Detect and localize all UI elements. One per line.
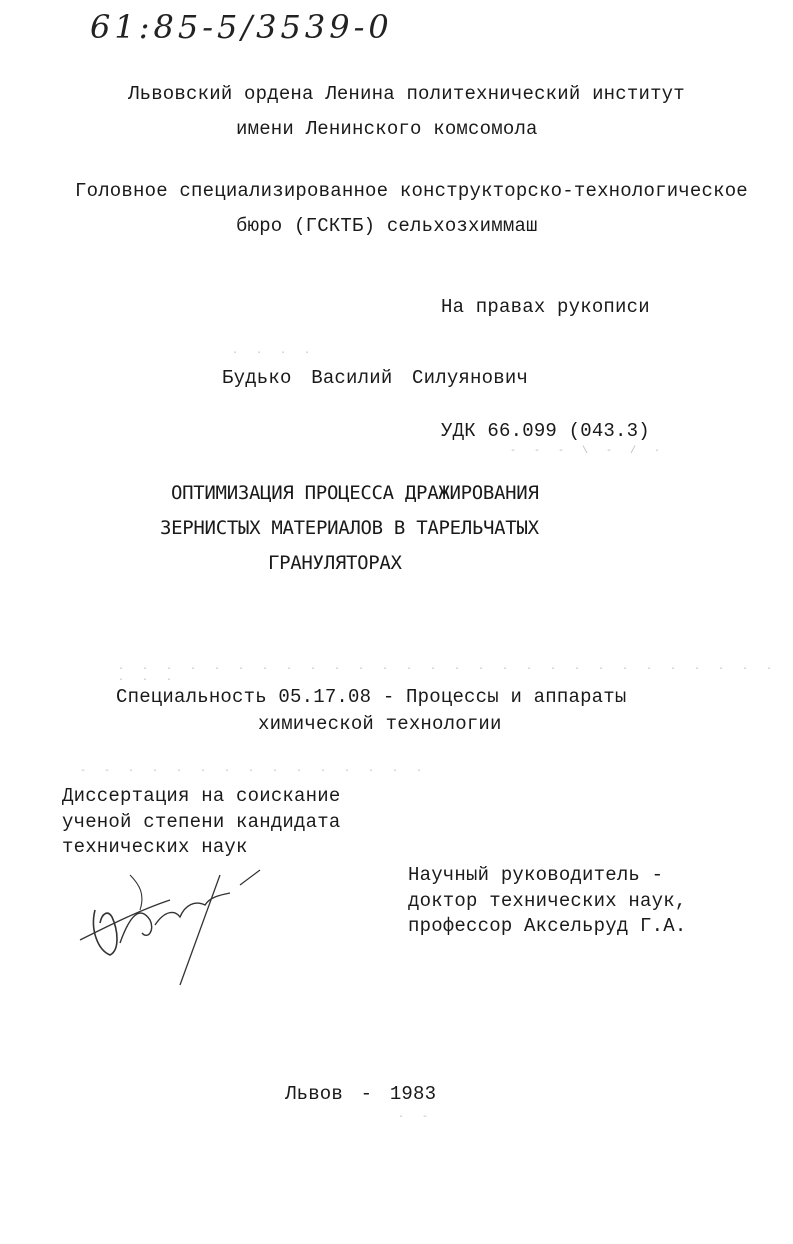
title-line-1: ОПТИМИЗАЦИЯ ПРОЦЕССА ДРАЖИРОВАНИЯ [171, 482, 539, 504]
title-line-3: ГРАНУЛЯТОРАХ [268, 552, 402, 574]
scan-speck: - - · · · · · · · · · · · · · [80, 766, 429, 777]
supervisor-line-3: профессор Аксельруд Г.А. [408, 915, 687, 937]
signature-icon [70, 855, 270, 990]
scan-speck: · - [398, 1112, 435, 1123]
scan-speck: - - - \ - / · [510, 446, 667, 457]
title-line-2: ЗЕРНИСТЫХ МАТЕРИАЛОВ В ТАРЕЛЬЧАТЫХ [160, 517, 539, 539]
bureau-line-1: Головное специализированное конструкторско-технологическое [75, 180, 748, 202]
institute-line-1: Львовский ордена Ленина политехнический институт [128, 83, 685, 105]
author-name: Будько Василий Силуянович [222, 367, 529, 389]
bureau-line-2: бюро (ГСКТБ) сельхозхиммаш [236, 215, 538, 237]
dissertation-line-1: Диссертация на соискание [62, 785, 341, 807]
dissertation-line-2: ученой степени кандидата [62, 811, 341, 833]
city-year: Львов - 1983 [285, 1083, 437, 1105]
supervisor-line-2: доктор технических наук, [408, 890, 687, 912]
scan-speck: · · · · [232, 348, 317, 359]
dissertation-line-3: технических наук [62, 836, 248, 858]
specialty-line-1: Специальность 05.17.08 - Процессы и аппараты [116, 686, 627, 708]
handwritten-archive-number: 61:85-5/3539-0 [90, 8, 393, 46]
institute-line-2: имени Ленинского комсомола [236, 118, 538, 140]
specialty-line-2: химической технологии [258, 713, 502, 735]
scan-speck: · · · · · · · · · · · · · · · · · · · · · · · · · · · · · · · [118, 664, 779, 686]
supervisor-line-1: Научный руководитель - [408, 864, 664, 886]
udk-code: УДК 66.099 (043.3) [441, 420, 650, 442]
rights-note: На правах рукописи [441, 296, 650, 318]
